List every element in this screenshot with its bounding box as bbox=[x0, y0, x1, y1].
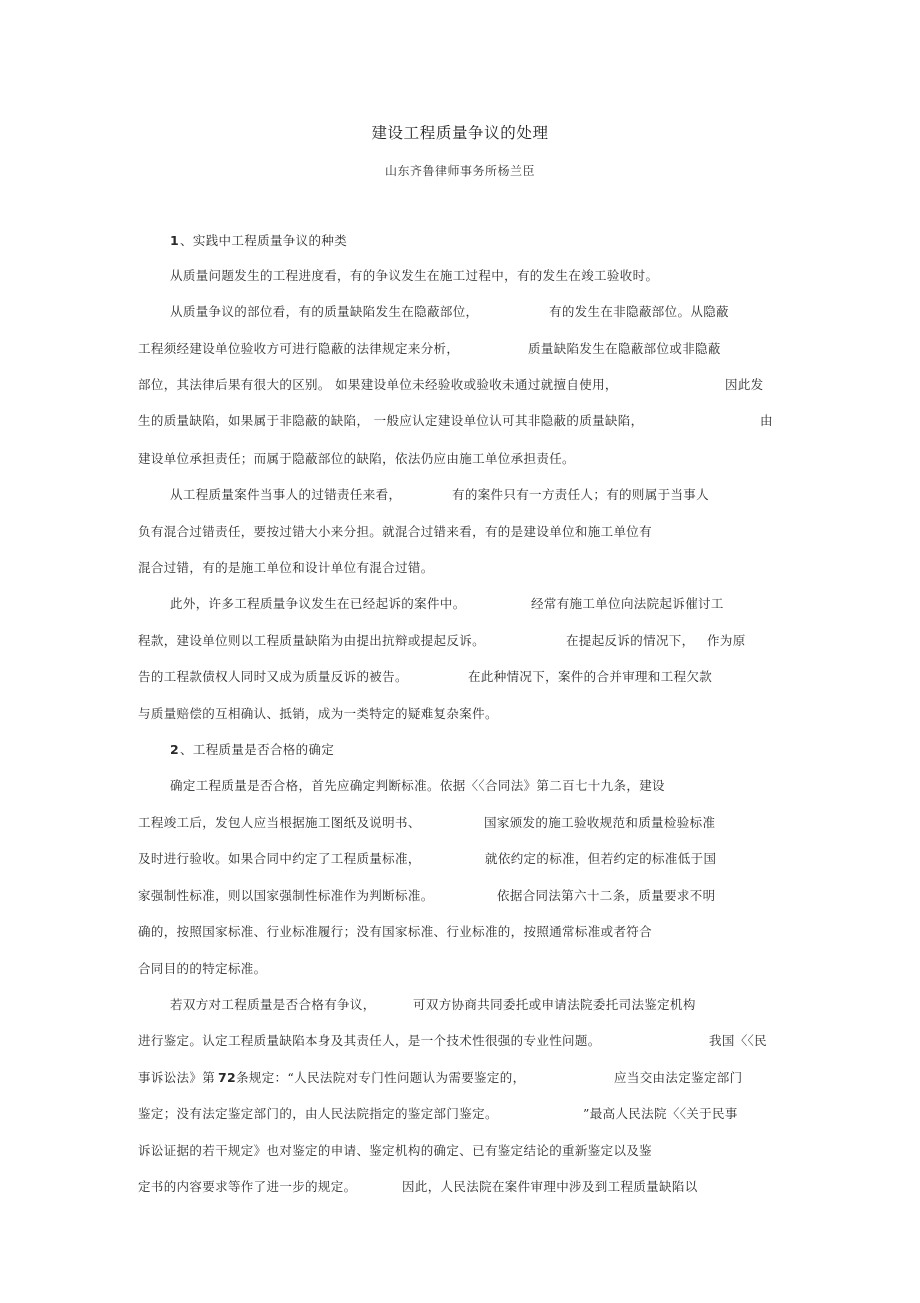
text-segment: 我国〈〈民 bbox=[709, 1033, 768, 1048]
text-segment: 事诉讼法》第 bbox=[138, 1070, 216, 1085]
text-segment: 作为原 bbox=[707, 633, 746, 648]
text-segment: 鉴定；没有法定鉴定部门的，由人民法院指定的鉴定部门鉴定。 bbox=[138, 1106, 498, 1121]
text-segment: 从质量争议的部位看，有的质量缺陷发生在隐蔽部位， bbox=[170, 304, 479, 319]
text-segment: 经常有施工单位向法院起诉催讨工 bbox=[531, 596, 724, 611]
text-segment: 可双方协商共同委托或申请法院委托司法鉴定机构 bbox=[413, 997, 696, 1012]
section-number: 1 bbox=[170, 233, 180, 248]
section-heading-text: 、工程质量是否合格的确定 bbox=[180, 742, 335, 757]
text-segment: 与质量赔偿的互相确认、抵销，成为一类特定的疑难复杂案件。 bbox=[138, 706, 498, 721]
text-segment: 质量缺陷发生在隐蔽部位或非隐蔽 bbox=[528, 341, 721, 356]
text-segment: 因此发 bbox=[725, 377, 764, 392]
text-segment: 工程竣工后，发包人应当根据施工图纸及说明书、 bbox=[138, 815, 421, 830]
text-segment: 家强制性标准，则以国家强制性标准作为判断标准。 bbox=[138, 888, 434, 903]
text-segment: 工程须经建设单位验收方可进行隐蔽的法律规定来分析， bbox=[138, 341, 460, 356]
text-segment: 条规定：“人民法院对专门性问题认为需要鉴定的， bbox=[236, 1070, 526, 1085]
text-segment: 生的质量缺陷，如果属于非隐蔽的缺陷， 一般应认定建设单位认可其非隐蔽的质量缺陷， bbox=[138, 413, 644, 428]
text-segment: 进行鉴定。认定工程质量缺陷本身及其责任人，是一个技术性很强的专业性问题。 bbox=[138, 1033, 601, 1048]
text-segment: 确定工程质量是否合格，首先应确定判断标准。依据〈〈合同法》第二百七十九条，建设 bbox=[170, 778, 665, 793]
text-segment: 因此，人民法院在案件审理中涉及到工程质量缺陷以 bbox=[402, 1179, 698, 1194]
text-segment: 及时进行验收。如果合同中约定了工程质量标准， bbox=[138, 851, 421, 866]
text-segment: 若双方对工程质量是否合格有争议， bbox=[170, 997, 376, 1012]
document-author: 山东齐鲁律师事务所杨兰臣 bbox=[384, 164, 535, 178]
text-segment: 从质量问题发生的工程进度看，有的争议发生在施工过程中，有的发生在竣工验收时。 bbox=[170, 268, 659, 283]
text-segment: 应当交由法定鉴定部门 bbox=[614, 1070, 743, 1085]
document-title: 建设工程质量争议的处理 bbox=[371, 124, 549, 142]
text-segment: 定书的内容要求等作了进一步的规定。 bbox=[138, 1179, 357, 1194]
article-number: 72 bbox=[218, 1070, 237, 1085]
text-segment: 依据合同法第六十二条，质量要求不明 bbox=[497, 888, 716, 903]
text-segment: 诉讼证据的若干规定》也对鉴定的申请、鉴定机构的确定、已有鉴定结论的重新鉴定以及鉴 bbox=[138, 1143, 653, 1158]
text-segment: 程款，建设单位则以工程质量缺陷为由提出抗辩或提起反诉。 bbox=[138, 633, 485, 648]
text-segment: 在此种情况下，案件的合并审理和工程欠款 bbox=[468, 669, 713, 684]
text-segment: 从工程质量案件当事人的过错责任来看， bbox=[170, 487, 402, 502]
text-segment: 负有混合过错责任，要按过错大小来分担。就混合过错来看，有的是建设单位和施工单位有 bbox=[138, 524, 653, 539]
text-segment: 有的案件只有一方责任人；有的则属于当事人 bbox=[452, 487, 710, 502]
section-number: 2 bbox=[170, 742, 180, 757]
text-segment: ”最高人民法院〈〈关于民事 bbox=[583, 1106, 738, 1121]
text-segment: 部位，其法律后果有很大的区别。 如果建设单位未经验收或验收未通过就擅自使用， bbox=[138, 377, 618, 392]
text-segment: 就依约定的标准，但若约定的标准低于国 bbox=[485, 851, 717, 866]
section-heading-text: 、实践中工程质量争议的种类 bbox=[180, 233, 348, 248]
text-segment: 告的工程款债权人同时又成为质量反诉的被告。 bbox=[138, 669, 408, 684]
text-segment: 由 bbox=[760, 413, 773, 428]
text-segment: 国家颁发的施工验收规范和质量检验标准 bbox=[484, 815, 716, 830]
text-segment: 在提起反诉的情况下， bbox=[566, 633, 695, 648]
text-segment: 确的，按照国家标准、行业标准履行；没有国家标准、行业标准的，按照通常标准或者符合 bbox=[138, 924, 653, 939]
text-segment: 此外，许多工程质量争议发生在已经起诉的案件中。 bbox=[170, 596, 466, 611]
text-segment: 混合过错，有的是施工单位和设计单位有混合过错。 bbox=[138, 560, 434, 575]
text-segment: 合同目的的特定标准。 bbox=[138, 961, 267, 976]
text-segment: 建设单位承担责任；而属于隐蔽部位的缺陷，依法仍应由施工单位承担责任。 bbox=[138, 451, 575, 466]
text-segment: 有的发生在非隐蔽部位。从隐蔽 bbox=[549, 304, 729, 319]
